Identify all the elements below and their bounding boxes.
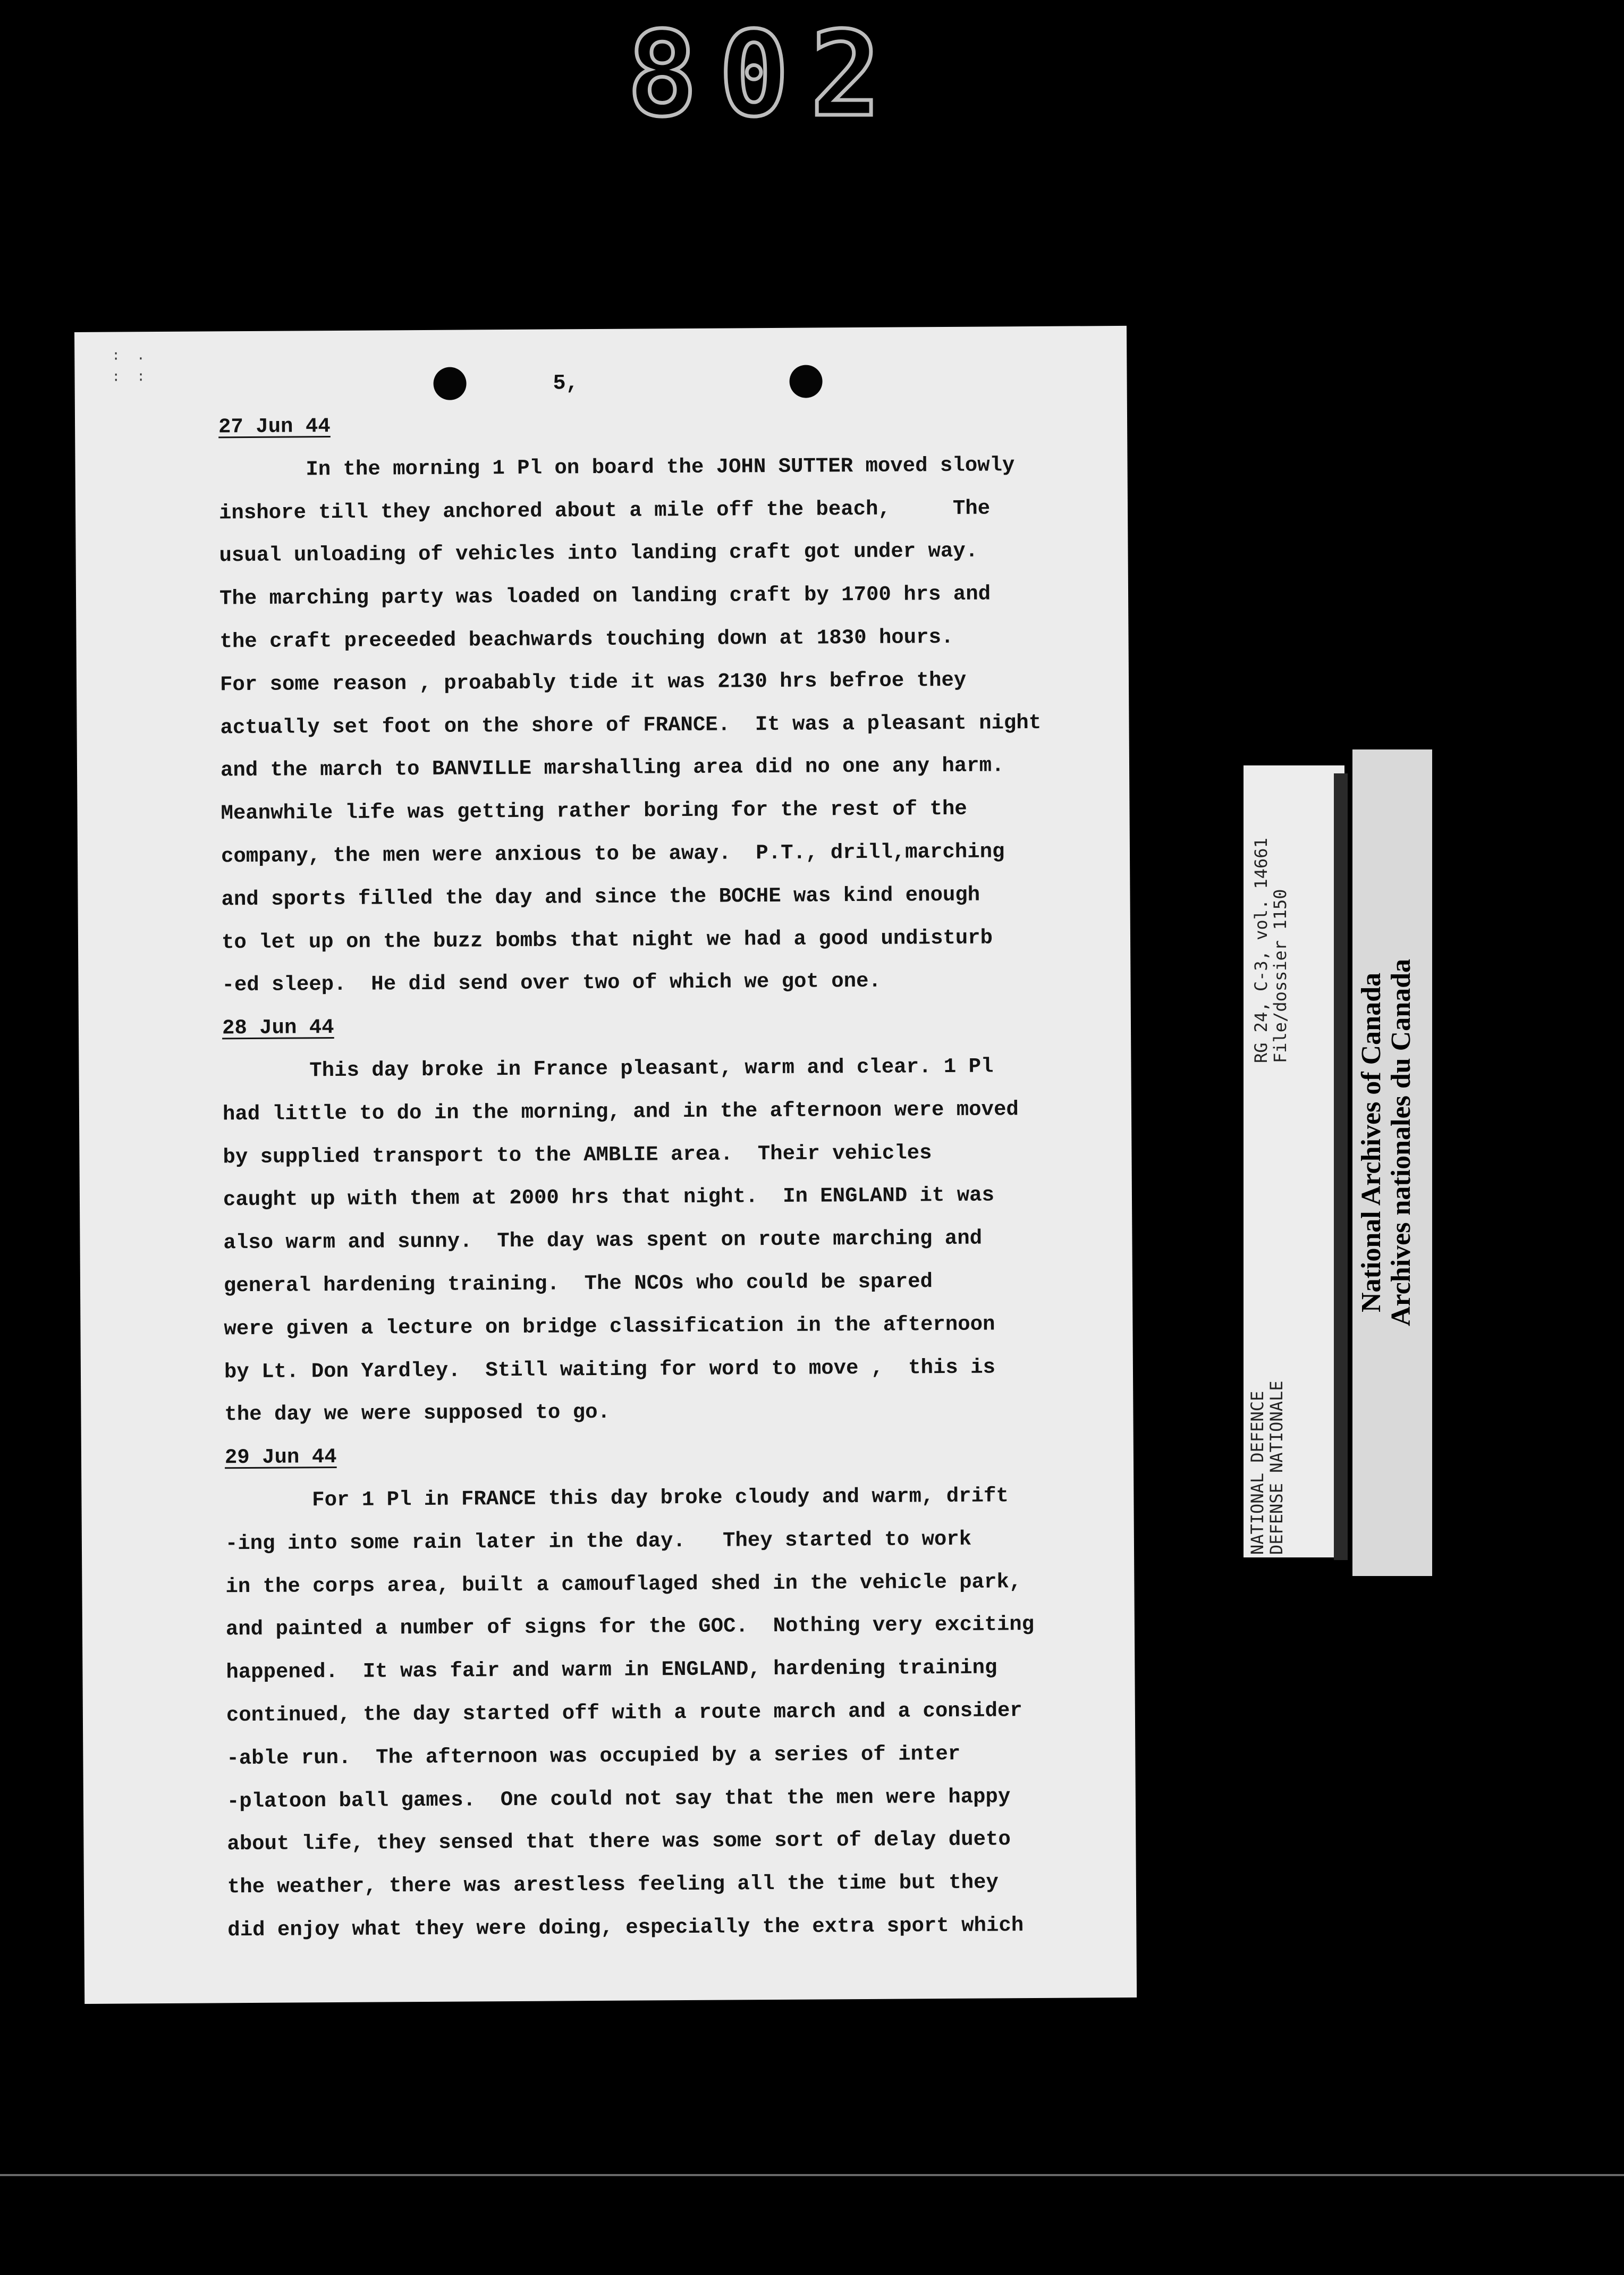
line-text: to let up on the buzz bombs that night we had a good undisturb — [221, 926, 993, 954]
date-text: 29 Jun 44 — [224, 1445, 337, 1470]
line-text: the craft preceeded beachwards touching down at 1830 hours. — [219, 625, 954, 654]
line-text: actually set foot on the shore of FRANCE. It was a pleasant night — [220, 711, 1042, 739]
text-line — [226, 1689, 1119, 1737]
line-text: caught up with them at 2000 hrs that night. In ENGLAND it was — [223, 1183, 995, 1212]
text-line — [223, 1088, 1115, 1136]
text-line — [224, 1345, 1117, 1394]
line-text: -ed sleep. He did send over two of which we got one. — [222, 970, 882, 997]
entry-date-heading — [225, 1431, 1118, 1479]
line-text: -platoon ball games. One could not say that the men were happy — [226, 1784, 1011, 1813]
text-line — [224, 1302, 1116, 1351]
line-text: in the corps area, built a camouflaged shed in the vehicle park, — [225, 1570, 1022, 1598]
text-line — [227, 1817, 1120, 1866]
line-text: did enjoy what they were doing, especially the extra sport which — [227, 1914, 1024, 1942]
text-line — [226, 1646, 1119, 1694]
entry-date-heading — [218, 400, 1111, 449]
archives-name — [1357, 959, 1416, 1326]
text-line — [222, 1044, 1115, 1093]
line-text: had little to do in the morning, and in the afternoon were moved — [222, 1097, 1019, 1126]
label-divider — [1334, 773, 1348, 1560]
text-line — [219, 486, 1112, 535]
text-line — [223, 1216, 1116, 1265]
film-edge-line — [0, 2174, 1624, 2176]
archives-name-english: National Archives of Canada — [1356, 972, 1386, 1312]
page-number: 5, — [553, 372, 579, 396]
line-text: inshore till they anchored about a mile off the beach, The — [218, 496, 991, 525]
text-line — [220, 701, 1113, 749]
line-text: and painted a number of signs for the GOC. Nothing very exciting — [225, 1613, 1035, 1641]
text-line — [226, 1732, 1119, 1780]
line-text: The marching party was loaded on landing craft by 1700 hrs and — [219, 582, 991, 611]
text-line — [219, 572, 1112, 620]
text-line — [221, 787, 1113, 835]
line-text: -able run. The afternoon was occupied by a series of inter — [226, 1742, 961, 1771]
text-line — [221, 830, 1114, 878]
text-line — [224, 1388, 1117, 1436]
department-line-2: DEFENSE NATIONALE — [1266, 1380, 1287, 1555]
text-line — [220, 658, 1113, 706]
text-line — [225, 1517, 1118, 1565]
text-line — [222, 958, 1114, 1007]
line-text: the weather, there was arestless feeling all the time but they — [227, 1870, 999, 1899]
date-text: 28 Jun 44 — [222, 1016, 334, 1040]
line-text: happened. It was fair and warm in ENGLAND, hardening training — [226, 1656, 997, 1684]
typewritten-text-body — [218, 400, 1121, 1952]
text-line — [227, 1903, 1120, 1952]
line-text: continued, the day started off with a route march and a consider — [226, 1699, 1022, 1728]
entry-date-heading — [222, 1001, 1115, 1050]
department-name — [1248, 1380, 1286, 1555]
archives-name-french: Archives nationales du Canada — [1386, 958, 1416, 1326]
microfilm-frame-number: 802 — [627, 6, 902, 142]
line-text: and sports filled the day and since the BOCHE was kind enough — [221, 883, 980, 912]
line-text: by Lt. Don Yardley. Still waiting for word to move , this is — [224, 1355, 996, 1384]
line-text: also warm and sunny. The day was spent on route marching and — [223, 1226, 983, 1255]
reference-line-1: RG 24, C-3, vol. 14661 — [1251, 838, 1271, 1063]
text-line — [218, 443, 1111, 492]
text-line — [225, 1474, 1118, 1522]
text-line — [223, 1131, 1115, 1179]
line-text: usual unloading of vehicles into landing craft got under way. — [219, 540, 978, 568]
text-line — [222, 916, 1114, 964]
line-text: general hardening training. The NCOs who could be spared — [223, 1270, 933, 1298]
text-line — [223, 1173, 1116, 1221]
line-text: In the morning 1 Pl on board the JOHN SUTTER moved slowly — [306, 453, 1015, 482]
department-line-1: NATIONAL DEFENCE — [1247, 1391, 1267, 1555]
text-line — [225, 1560, 1118, 1608]
line-text: Meanwhile life was getting rather boring for the rest of the — [221, 797, 967, 825]
line-text: were given a lecture on bridge classification in the afternoon — [224, 1312, 995, 1341]
archive-reference — [1251, 838, 1290, 1063]
text-line — [219, 529, 1112, 577]
text-line — [227, 1775, 1120, 1823]
text-line — [224, 1259, 1116, 1308]
reference-line-2: File/dossier 1150 — [1270, 889, 1290, 1063]
text-line — [221, 744, 1113, 792]
punch-hole-left — [433, 367, 466, 400]
line-text: the day we were supposed to go. — [224, 1401, 611, 1427]
text-line — [219, 615, 1112, 663]
line-text: company, the men were anxious to be away. P.T., drill,marching — [221, 840, 1005, 869]
text-line — [221, 873, 1114, 921]
line-text: and the march to BANVILLE marshalling area did no one any harm. — [220, 754, 1004, 782]
line-text: This day broke in France pleasant, warm and clear. 1 Pl — [309, 1055, 994, 1083]
line-text: by supplied transport to the AMBLIE area. Their vehicles — [223, 1141, 932, 1169]
text-line — [226, 1603, 1119, 1651]
punch-hole-right — [789, 365, 822, 398]
line-text: about life, they sensed that there was some sort of delay dueto — [227, 1827, 1011, 1856]
document-page — [74, 326, 1137, 2004]
corner-marks: : . : : — [112, 348, 146, 385]
date-text: 27 Jun 44 — [218, 415, 331, 439]
line-text: For 1 Pl in FRANCE this day broke cloudy and warm, drift — [312, 1484, 1009, 1512]
text-line — [227, 1860, 1120, 1909]
line-text: -ing into some rain later in the day. They started to work — [225, 1527, 972, 1556]
line-text: For some reason , proabably tide it was 2130 hrs befroe they — [219, 668, 967, 697]
